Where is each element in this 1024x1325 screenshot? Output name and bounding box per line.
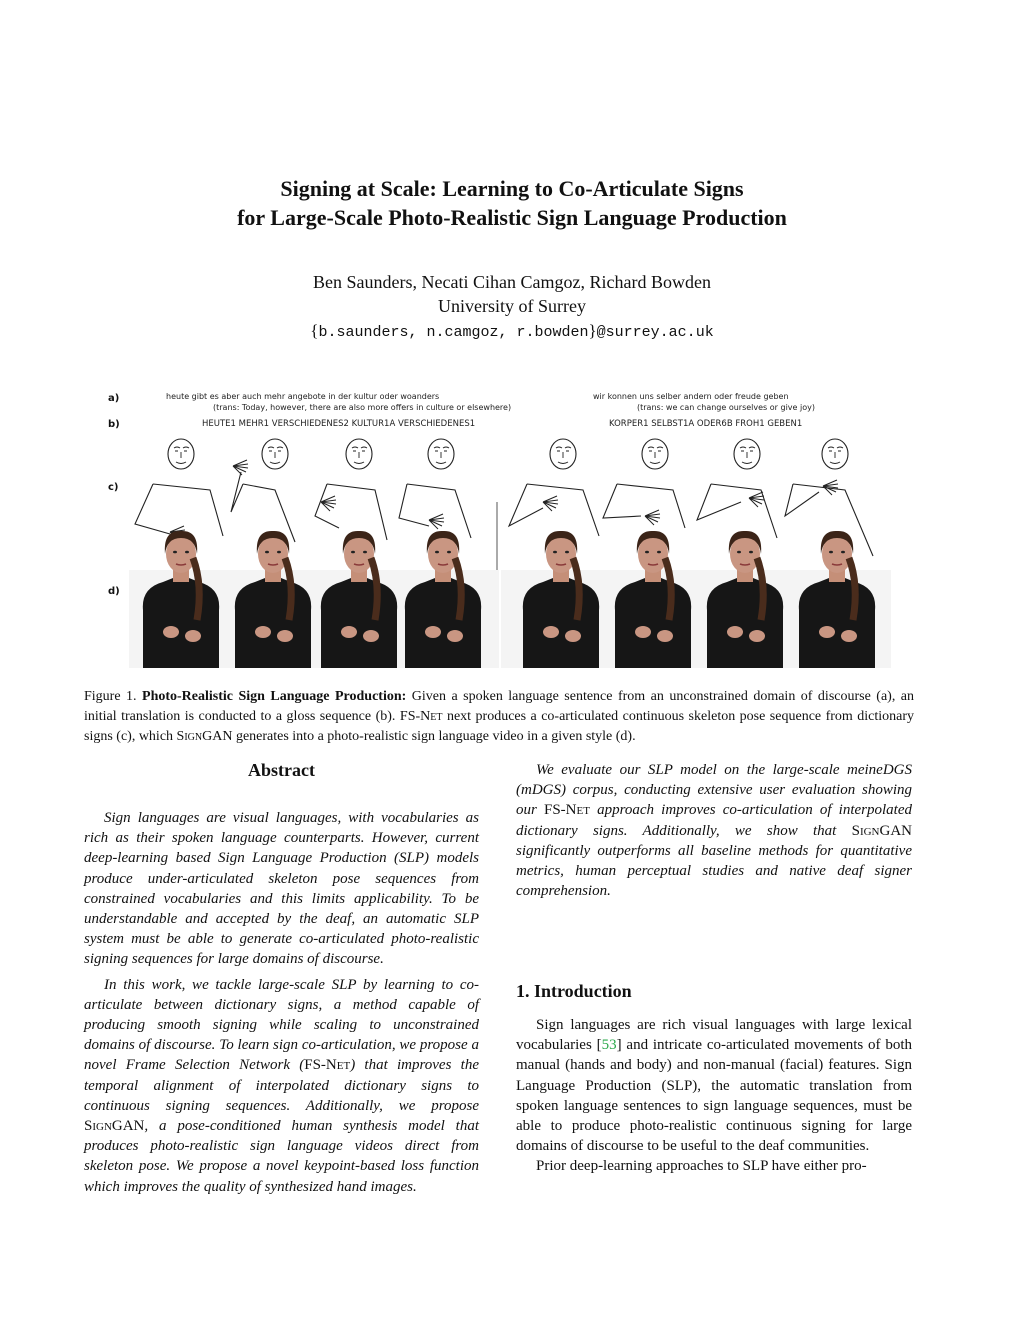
abstract-p2-signgan: SignGAN xyxy=(84,1118,145,1135)
abstract-p3-fsnet: FS-Net xyxy=(543,802,590,819)
abstract-p2-part-a: In this work, we tackle large-scale SLP by learning to co-articulate between dictionary signs, a method capable of producing smooth signing while scaling to unconstrained domains of discourse. To learn sign co-articulation, we propose a novel Frame Selection Network ( xyxy=(84,976,479,1074)
intro-p1-part-a: Sign languages are rich visual languages with large lexical vocabularies [ xyxy=(516,1017,912,1054)
intro-column xyxy=(516,1015,912,1177)
abstract-left-column xyxy=(84,808,479,1197)
abstract-p3-part-c: significantly outperforms all baseline methods for quantitative metrics, human perceptual studies and native deaf signer comprehension. xyxy=(516,842,912,900)
right-gloss: KORPER1 SELBST1A ODER6B FROH1 GEBEN1 xyxy=(609,419,803,429)
abstract-p3-part-b: approach improves co-articulation of interpolated dictionary signs. Additionally, we show that xyxy=(516,802,912,839)
intro-p1-part-b: ] and intricate co-articulated movements of both manual (hands and body) and non-manual (facial) features. Sign Language Production (SLP), the automatic translation from spoken language sentences to sign language sequences, must be able to produce photo-realistic continuous signing for large domains of discourse to be useful to the deaf communities. xyxy=(516,1037,913,1155)
abstract-p3-signgan: SignGAN xyxy=(851,822,912,839)
row-label-d: d) xyxy=(108,586,120,597)
email-open-brace: { xyxy=(310,321,319,340)
intro-paragraph-2: Prior deep-learning approaches to SLP have either pro- xyxy=(536,1158,867,1175)
left-gloss: HEUTE1 MEHR1 VERSCHIEDENES2 KULTUR1A VERSCHIEDENES1 xyxy=(202,419,476,429)
authors: Ben Saunders, Necati Cihan Camgoz, Richard Bowden xyxy=(313,272,711,292)
row-label-b: b) xyxy=(108,419,120,430)
abstract-p2-part-b: ) that improves the temporal alignment of interpolated dictionary signs to continuous signing sequences. Additionally, we propose xyxy=(84,1057,479,1114)
intro-heading: 1. Introduction xyxy=(516,981,632,1001)
skeleton-poses-left xyxy=(135,460,471,542)
intro-paragraph-1 xyxy=(516,1015,912,1156)
caption-signgan: SignGAN xyxy=(176,729,233,744)
row-label-a: a) xyxy=(108,393,120,404)
email-users: b.saunders, n.camgoz, r.bowden xyxy=(318,324,589,341)
abstract-paragraph-1: Sign languages are visual languages, with vocabularies as rich as their spoken language counterparts. However, current deep-learning based Sign Language Production (SLP) models produce under-articulated skeleton pose sequences from constrained vocabularies and this limits applicability. To be understandable and accepted by the deaf, an automatic SLP system must be able to generate co-articulated photo-realistic signing sequences for large domains of discourse. xyxy=(84,810,479,968)
row-label-c: c) xyxy=(108,482,119,493)
figure-graphics xyxy=(125,432,895,672)
author-emails xyxy=(0,320,1024,344)
affiliation: University of Surrey xyxy=(438,296,586,316)
abstract-p2-part-c: , a pose-conditioned human synthesis model that produces photo-realistic sign language videos direct from skeleton pose. We propose a novel keypoint-based loss function which improves the quality of synthesized hand images. xyxy=(84,1118,479,1195)
right-translation: (trans: we can change ourselves or give joy) xyxy=(637,403,815,412)
abstract-right-column xyxy=(516,760,912,901)
abstract-heading: Abstract xyxy=(248,760,315,780)
email-close-brace: } xyxy=(588,321,597,340)
caption-label: Figure 1. xyxy=(84,689,137,704)
title-line-2: for Large-Scale Photo-Realistic Sign Language Production xyxy=(237,205,787,230)
caption-bold: Photo-Realistic Sign Language Production: xyxy=(142,689,407,704)
abstract-paragraph-2 xyxy=(84,975,479,1197)
title-line-1: Signing at Scale: Learning to Co-Articulate Signs xyxy=(280,176,744,201)
figure-caption xyxy=(84,687,914,747)
left-translation: (trans: Today, however, there are also more offers in culture or elsewhere) xyxy=(213,403,512,412)
right-sentence: wir konnen uns selber andern oder freude geben xyxy=(593,392,789,401)
abstract-paragraph-3 xyxy=(516,760,912,901)
caption-text-1: Given a spoken language sentence from an unconstrained domain of discourse (a), an initial translation is conducted to a gloss sequence (b). xyxy=(84,689,915,724)
abstract-p2-fsnet: FS-Net xyxy=(304,1057,351,1074)
caption-text-2: next produces a co-articulated continuous skeleton pose sequence from dictionary signs (c), which xyxy=(84,709,915,744)
paper-title xyxy=(0,174,1024,232)
signer-photos xyxy=(125,531,895,672)
email-domain: @surrey.ac.uk xyxy=(596,324,714,341)
left-sentence: heute gibt es aber auch mehr angebote in der kultur oder woanders xyxy=(166,392,440,401)
citation-link[interactable]: 53 xyxy=(601,1037,617,1054)
caption-fsnet: FS-Net xyxy=(399,709,443,724)
caption-text-3: generates into a photo-realistic sign language video in a given style (d). xyxy=(235,729,636,744)
abstract-p3-part-a: We evaluate our SLP model on the large-scale meineDGS (mDGS) corpus, conducting extensive user evaluation showing our xyxy=(516,762,912,819)
